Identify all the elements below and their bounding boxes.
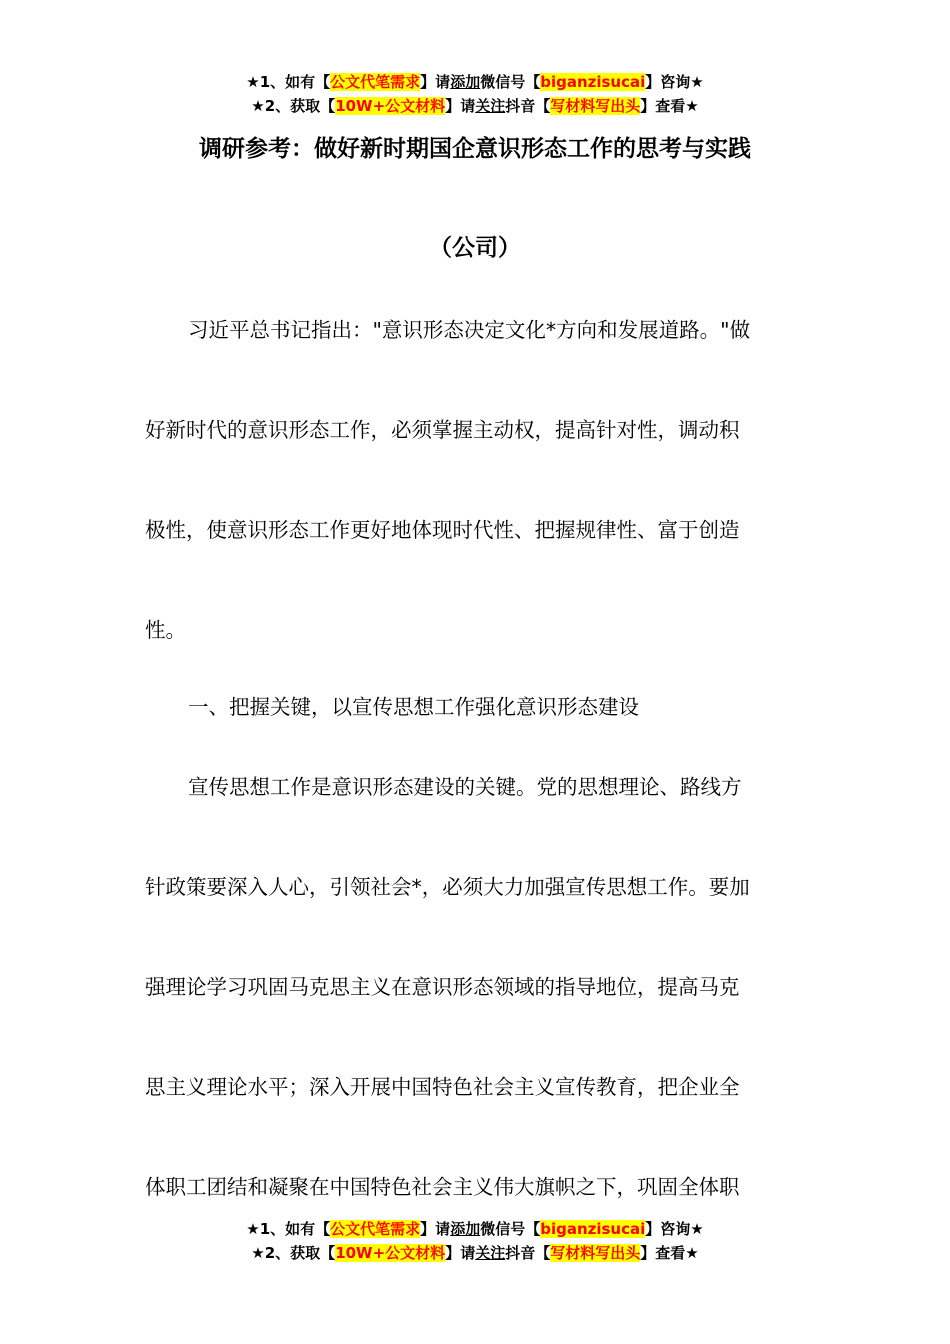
banner-line2-highlight-douyin: 写材料写出头 (550, 1244, 641, 1262)
paragraph-line: 宣传思想工作是意识形态建设的关键。党的思想理论、路线方 (188, 775, 742, 799)
paragraph-line: 体职工团结和凝聚在中国特色社会主义伟大旗帜之下，巩固全体职 (145, 1175, 740, 1199)
banner-line2-mid1: 】请 (445, 97, 476, 115)
paragraph-line: 习近平总书记指出："意识形态决定文化*方向和发展道路。"做 (188, 318, 751, 342)
bottom-banner (0, 1217, 950, 1265)
document-subtitle: （公司） (429, 235, 521, 261)
banner-line2-mid2: 抖音【 (505, 1244, 551, 1262)
banner-line1-highlight-wechat: biganzisucai (540, 73, 646, 91)
banner-line2-prefix: ★2、获取【 (251, 1244, 336, 1262)
paragraph-line: 好新时代的意识形态工作，必须掌握主动权，提高针对性，调动积 (145, 418, 740, 442)
paragraph-line: 性。 (145, 618, 186, 642)
banner-line1-mid2: 微信号【 (480, 1220, 541, 1238)
banner-line2-mid2: 抖音【 (505, 97, 551, 115)
banner-line2-suffix: 】查看★ (640, 97, 699, 115)
banner-line-1 (0, 1217, 950, 1241)
section-heading-text: 一、把握关键，以宣传思想工作强化意识形态建设 (188, 695, 639, 719)
banner-line1-highlight-service: 公文代笔需求 (330, 1220, 421, 1238)
banner-line1-mid1: 】请 (420, 1220, 451, 1238)
banner-line2-prefix: ★2、获取【 (251, 97, 336, 115)
banner-line1-underlined: 添加 (450, 73, 481, 91)
banner-line-1 (0, 70, 950, 94)
banner-line2-underlined: 关注 (475, 1244, 506, 1262)
banner-line1-highlight-wechat: biganzisucai (540, 1220, 646, 1238)
banner-line1-prefix: ★1、如有【 (246, 1220, 331, 1238)
paragraph-line: 强理论学习巩固马克思主义在意识形态领域的指导地位，提高马克 (145, 975, 740, 999)
banner-line1-suffix: 】咨询★ (645, 73, 704, 91)
banner-line2-highlight-materials: 10W+公文材料 (335, 1244, 446, 1262)
banner-line2-mid1: 】请 (445, 1244, 476, 1262)
top-banner (0, 70, 950, 118)
banner-line-2 (0, 1241, 950, 1265)
banner-line1-prefix: ★1、如有【 (246, 73, 331, 91)
banner-line1-mid2: 微信号【 (480, 73, 541, 91)
banner-line2-underlined: 关注 (475, 97, 506, 115)
banner-line1-mid1: 】请 (420, 73, 451, 91)
banner-line1-underlined: 添加 (450, 1220, 481, 1238)
banner-line2-highlight-materials: 10W+公文材料 (335, 97, 446, 115)
banner-line2-highlight-douyin: 写材料写出头 (550, 97, 641, 115)
banner-line1-highlight-service: 公文代笔需求 (330, 73, 421, 91)
banner-line-2 (0, 94, 950, 118)
paragraph-line: 针政策要深入人心，引领社会*，必须大力加强宣传思想工作。要加 (145, 875, 750, 899)
paragraph-line: 思主义理论水平；深入开展中国特色社会主义宣传教育，把企业全 (145, 1075, 740, 1099)
banner-line2-suffix: 】查看★ (640, 1244, 699, 1262)
banner-line1-suffix: 】咨询★ (645, 1220, 704, 1238)
paragraph-line: 极性，使意识形态工作更好地体现时代性、把握规律性、富于创造 (145, 518, 740, 542)
document-title: 调研参考：做好新时期国企意识形态工作的思考与实践 (199, 136, 751, 162)
